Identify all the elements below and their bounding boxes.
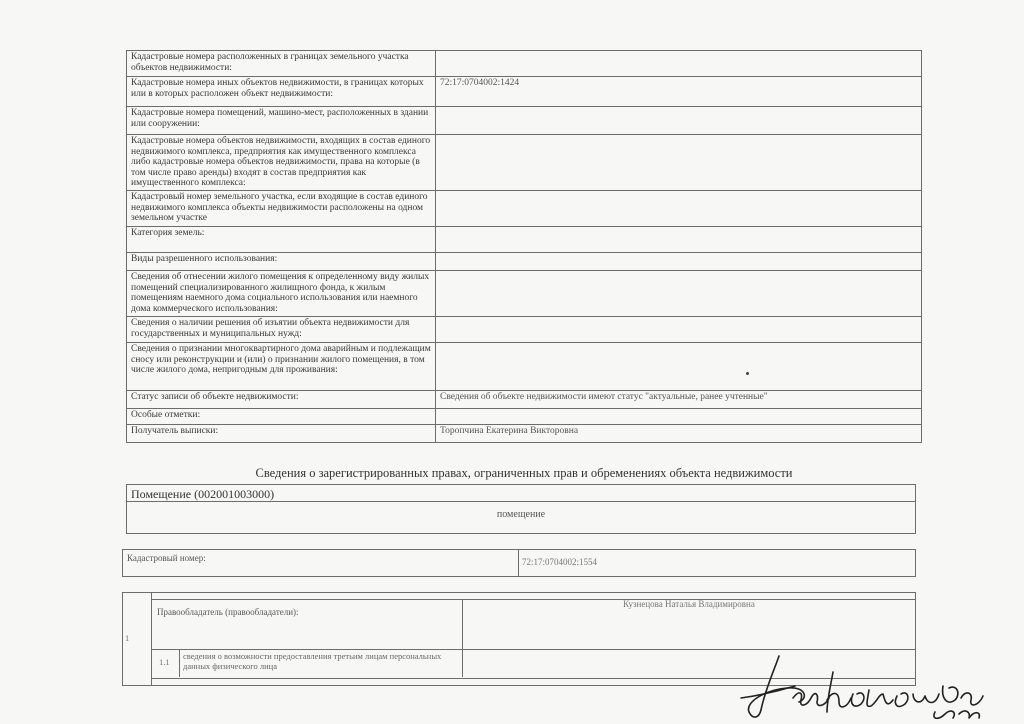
section-title: Сведения о зарегистрированных правах, ограниченных прав и обременениях объекта недвижимости: [255, 466, 793, 480]
info-row-value: [436, 343, 922, 391]
info-row: [127, 343, 922, 391]
info-row: [127, 409, 922, 425]
info-row: [127, 107, 922, 135]
info-row-label: Статус записи об объекте недвижимости:: [127, 391, 436, 409]
info-row: [127, 51, 922, 77]
info-row-label: Сведения об отнесении жилого помещения к определенному виду жилых помещений специализированного жилищного фонда, к жилым помещениям наемного дома социального использования или наемного дома коммерческого использования:: [127, 271, 436, 317]
info-row-label: Кадастровые номера помещений, машино-мест, расположенных в здании или сооружении:: [127, 107, 436, 135]
info-row: [127, 271, 922, 317]
room-value: помещение: [496, 509, 546, 520]
info-row-label: Кадастровые номера иных объектов недвижимости, в границах которых или в которых расположен объект недвижимости:: [127, 77, 436, 107]
info-row-value: [436, 271, 922, 317]
rights-holder-label: Правообладатель (правообладатели):: [157, 607, 299, 617]
info-row-label: Получатель выписки:: [127, 425, 436, 443]
ink-dot: [746, 372, 749, 375]
info-row-value: [436, 51, 922, 77]
info-row-label: Сведения о признании многоквартирного дома аварийным и подлежащим сносу или реконструкции и (или) о признании жилого помещения, в том числе жилого дома, непригодным для проживания:: [127, 343, 436, 391]
info-row-label: Виды разрешенного использования:: [127, 253, 436, 271]
info-row-value: Сведения об объекте недвижимости имеют статус "актуальные, ранее учтенные": [436, 391, 922, 409]
info-row: [127, 135, 922, 191]
info-row-label: Кадастровые номера объектов недвижимости, входящих в состав единого недвижимого комплекса, предприятия как имущественного комплекса либо кадастровые номера объектов недвижимости, права на которые (в том числе право аренды) входят в состав предприятия как имущественного комплекса:: [127, 135, 436, 191]
info-row-value: [436, 409, 922, 425]
info-row: [127, 391, 922, 409]
sub-row-number: 1.1: [159, 657, 170, 667]
room-caption: Помещение (002001003000): [131, 487, 275, 501]
row-number: 1: [125, 633, 130, 643]
info-row-value: [436, 135, 922, 191]
info-row-value: [436, 317, 922, 343]
info-row: [127, 227, 922, 253]
info-row-value: [436, 191, 922, 227]
info-row-value: [436, 253, 922, 271]
personal-data-consent-label: сведения о возможности предоставления третьим лицам персональных данных физического лица: [183, 651, 442, 671]
info-row-label: Кадастровые номера расположенных в границах земельного участка объектов недвижимости:: [127, 51, 436, 77]
info-row-label: Категория земель:: [127, 227, 436, 253]
info-row-value: [436, 107, 922, 135]
object-info-table: [126, 50, 922, 443]
rights-holder-value: Кузнецова Наталья Владимировна: [623, 599, 755, 609]
info-row-value: Торопчина Екатерина Викторовна: [436, 425, 922, 443]
handwritten-signature: [735, 650, 1015, 722]
info-row-label: Особые отметки:: [127, 409, 436, 425]
cadastral-number-label: Кадастровый номер:: [127, 553, 206, 563]
info-row-value: 72:17:0704002:1424: [436, 77, 922, 107]
info-row-label: Сведения о наличии решения об изъятии объекта недвижимости для государственных и муниципальных нужд:: [127, 317, 436, 343]
info-row: [127, 317, 922, 343]
info-row-value: [436, 227, 922, 253]
room-block: [126, 484, 916, 534]
info-row: [127, 425, 922, 443]
info-row: [127, 191, 922, 227]
info-row-label: Кадастровый номер земельного участка, если входящие в состав единого недвижимого комплекса объекты недвижимости расположены на одном земельном участке: [127, 191, 436, 227]
info-row: [127, 77, 922, 107]
info-row: [127, 253, 922, 271]
cadastral-number-value: 72:17:0704002:1554: [522, 557, 598, 567]
cadastral-number-row: [122, 549, 916, 577]
